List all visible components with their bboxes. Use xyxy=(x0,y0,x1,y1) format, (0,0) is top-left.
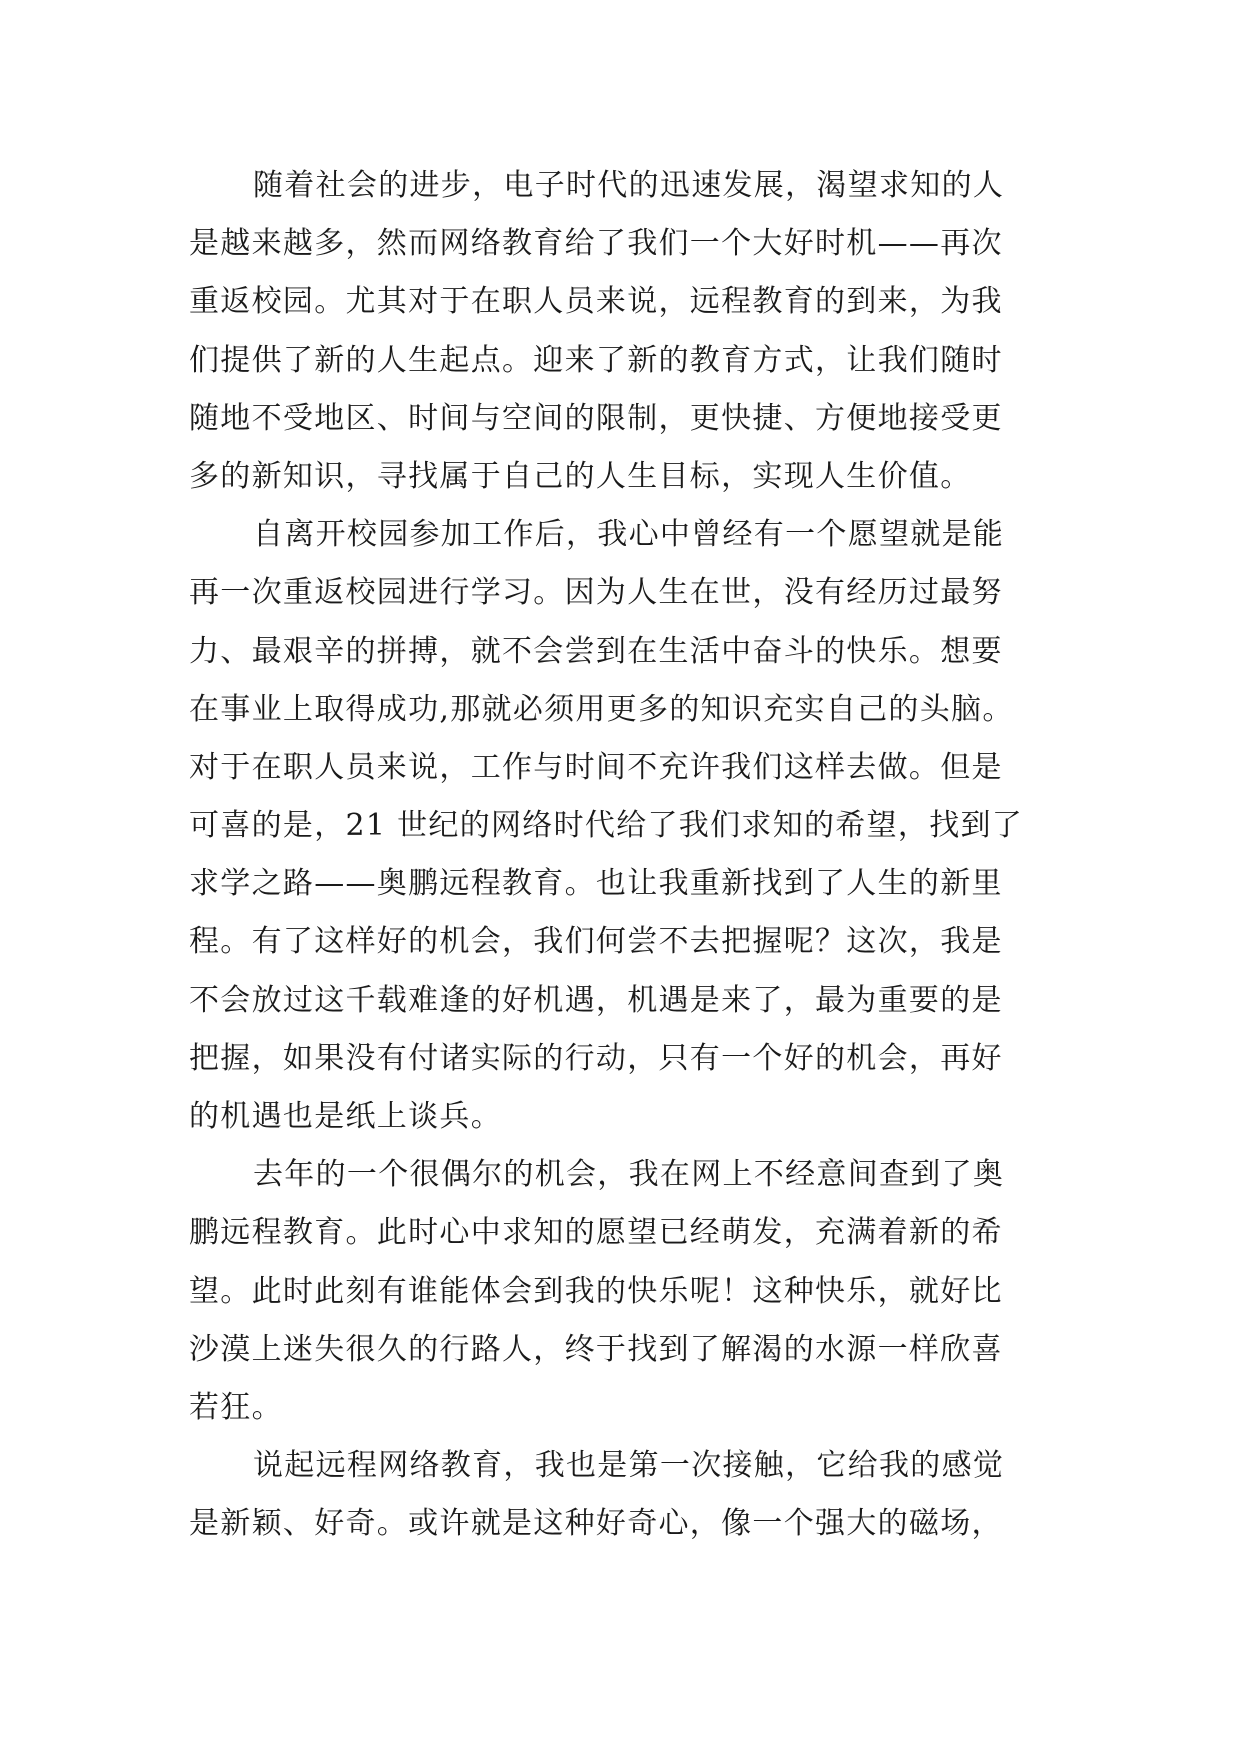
paragraph-3-line-4: 沙漠上迷失很久的行路人，终于找到了解渴的水源一样欣喜 xyxy=(189,1331,1003,1367)
paragraph-1-line-4: 们提供了新的人生起点。迎来了新的教育方式，让我们随时 xyxy=(189,342,1003,378)
paragraph-2-line-6: 可喜的是，21 世纪的网络时代给了我们求知的希望，找到了 xyxy=(189,808,1024,844)
paragraph-1-line-1: 随着社会的进步，电子时代的迅速发展，渴望求知的人 xyxy=(253,168,1005,203)
paragraph-3-line-2: 鹏远程教育。此时心中求知的愿望已经萌发，充满着新的希 xyxy=(189,1215,1003,1251)
paragraph-2-line-11: 的机遇也是纸上谈兵。 xyxy=(189,1099,502,1134)
paragraph-2-line-10: 把握，如果没有付诸实际的行动，只有一个好的机会，再好 xyxy=(189,1040,1003,1076)
paragraph-4-line-2: 是新颖、好奇。或许就是这种好奇心，像一个强大的磁场， xyxy=(189,1506,1003,1542)
paragraph-1-line-3: 重返校园。尤其对于在职人员来说，远程教育的到来，为我 xyxy=(189,284,1003,320)
paragraph-2-line-4: 在事业上取得成功,那就必须用更多的知识充实自己的头脑。 xyxy=(189,691,1014,727)
paragraph-3-line-1: 去年的一个很偶尔的机会，我在网上不经意间查到了奥 xyxy=(253,1157,1005,1193)
paragraph-4-line-1: 说起远程网络教育，我也是第一次接触，它给我的感觉 xyxy=(253,1448,1005,1484)
paragraph-2-line-7: 求学之路——奥鹏远程教育。也让我重新找到了人生的新里 xyxy=(189,866,1003,902)
paragraph-2-line-2: 再一次重返校园进行学习。因为人生在世，没有经历过最努 xyxy=(189,575,1003,611)
paragraph-2-line-1: 自离开校园参加工作后，我心中曾经有一个愿望就是能 xyxy=(253,517,1005,553)
paragraph-1-line-6: 多的新知识，寻找属于自己的人生目标，实现人生价值。 xyxy=(189,458,972,494)
paragraph-3-line-3: 望。此时此刻有谁能体会到我的快乐呢！这种快乐，就好比 xyxy=(189,1273,1003,1309)
paragraph-2-line-3: 力、最艰辛的拼搏，就不会尝到在生活中奋斗的快乐。想要 xyxy=(189,633,1003,669)
paragraph-2-line-8: 程。有了这样好的机会，我们何尝不去把握呢？这次，我是 xyxy=(189,924,1003,960)
paragraph-1-line-2: 是越来越多，然而网络教育给了我们一个大好时机——再次 xyxy=(189,226,1003,262)
paragraph-1-line-5: 随地不受地区、时间与空间的限制，更快捷、方便地接受更 xyxy=(189,400,1003,436)
paragraph-2-line-9: 不会放过这千载难逢的好机遇，机遇是来了，最为重要的是 xyxy=(189,982,1003,1018)
paragraph-3-line-5: 若狂。 xyxy=(189,1389,283,1425)
paragraph-2-line-5: 对于在职人员来说，工作与时间不充许我们这样去做。但是 xyxy=(189,749,1003,785)
document-body xyxy=(189,157,1051,1554)
